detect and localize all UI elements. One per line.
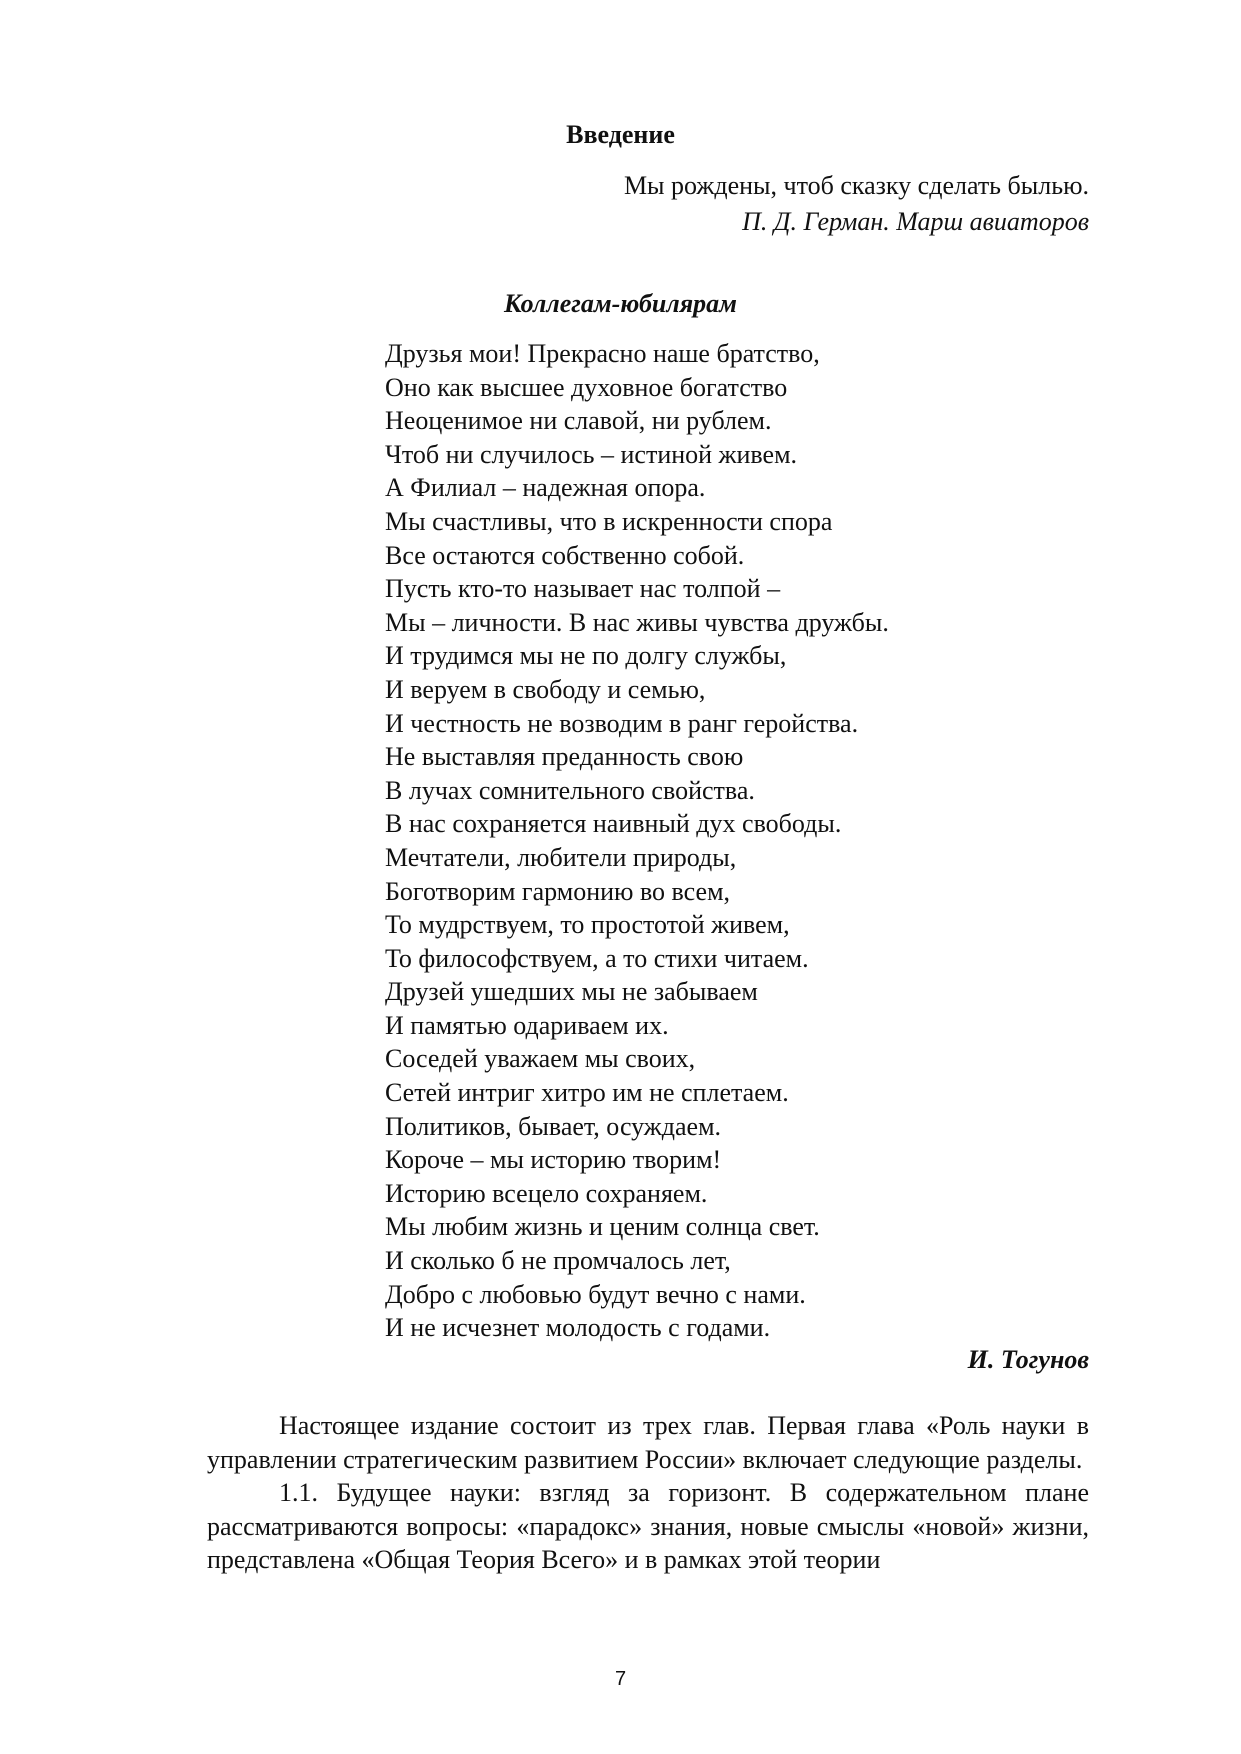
poem-line: И не исчезнет молодость с годами. <box>385 1313 771 1343</box>
poem-line: Мечтатели, любители природы, <box>385 842 737 872</box>
poem-line: То мудрствуем, то простотой живем, <box>385 910 790 940</box>
poem-line: Соседей уважаем мы своих, <box>385 1044 696 1074</box>
poem-line: Чтоб ни случилось – истиной живем. <box>385 439 798 469</box>
poem-line: Друзья мои! Прекрасно наше братство, <box>385 339 820 368</box>
poem-line: И сколько б не промчалось лет, <box>385 1246 731 1276</box>
poem-line: Короче – мы историю творим! <box>385 1145 722 1175</box>
poem-title: Коллегам-юбилярам <box>504 289 737 318</box>
poem-line: И трудимся мы не по долгу службы, <box>385 641 787 671</box>
poem-line: Друзей ушедших мы не забываем <box>385 977 758 1007</box>
poem-line: А Филиал – надежная опора. <box>385 473 706 503</box>
section-heading: Введение <box>566 120 675 149</box>
body-paragraph: Настоящее издание состоит из трех глав. Первая глава «Роль науки в управлении стратегическим развитием России» включает следующие разделы. <box>207 1411 1089 1474</box>
poem-line: Не выставляя преданность свою <box>385 742 744 772</box>
poem-author: И. Тогунов <box>967 1345 1089 1374</box>
poem-line: То философствуем, а то стихи читаем. <box>385 943 809 973</box>
poem-line: Оно как высшее духовное богатство <box>385 372 788 402</box>
epigraph-source: П. Д. Герман. Марш авиаторов <box>742 207 1089 236</box>
epigraph-quote: Мы рождены, чтоб сказку сделать былью. <box>623 171 1089 200</box>
body-text <box>207 1409 1089 1577</box>
poem-line: Историю всецело сохраняем. <box>385 1178 708 1208</box>
poem-line: Сетей интриг хитро им не сплетаем. <box>385 1078 789 1108</box>
poem-line: Пусть кто-то называет нас толпой – <box>385 574 781 604</box>
epigraph <box>624 168 1089 240</box>
poem-line: Мы – личности. В нас живы чувства дружбы. <box>385 607 889 637</box>
poem-lines <box>385 337 889 1345</box>
poem-line: Боготворим гармонию во всем, <box>385 876 731 906</box>
poem-line: В лучах сомнительного свойства. <box>385 775 755 805</box>
poem-line: Все остаются собственно собой. <box>385 540 745 570</box>
poem-line: Мы любим жизнь и ценим солнца свет. <box>385 1212 820 1242</box>
page-number: 7 <box>614 1668 627 1690</box>
body-paragraph: 1.1. Будущее науки: взгляд за горизонт. В содержательном плане рассматриваются вопросы: «парадокс» знания, новые смыслы «новой» жизни, представлена «Общая Теория Всего» и в рамках этой теории <box>207 1478 1089 1574</box>
poem-line: И честность не возводим в ранг геройства. <box>385 708 859 738</box>
poem-line: В нас сохраняется наивный дух свободы. <box>385 809 842 839</box>
poem-line: Политиков, бывает, осуждаем. <box>385 1111 722 1141</box>
poem-line: Неоценимое ни славой, ни рублем. <box>385 406 772 436</box>
poem-line: И памятью одариваем их. <box>385 1010 669 1040</box>
poem-line: Мы счастливы, что в искренности спора <box>385 506 833 536</box>
poem-line: Добро с любовью будут вечно с нами. <box>385 1279 806 1309</box>
poem-line: И веруем в свободу и семью, <box>385 674 706 704</box>
